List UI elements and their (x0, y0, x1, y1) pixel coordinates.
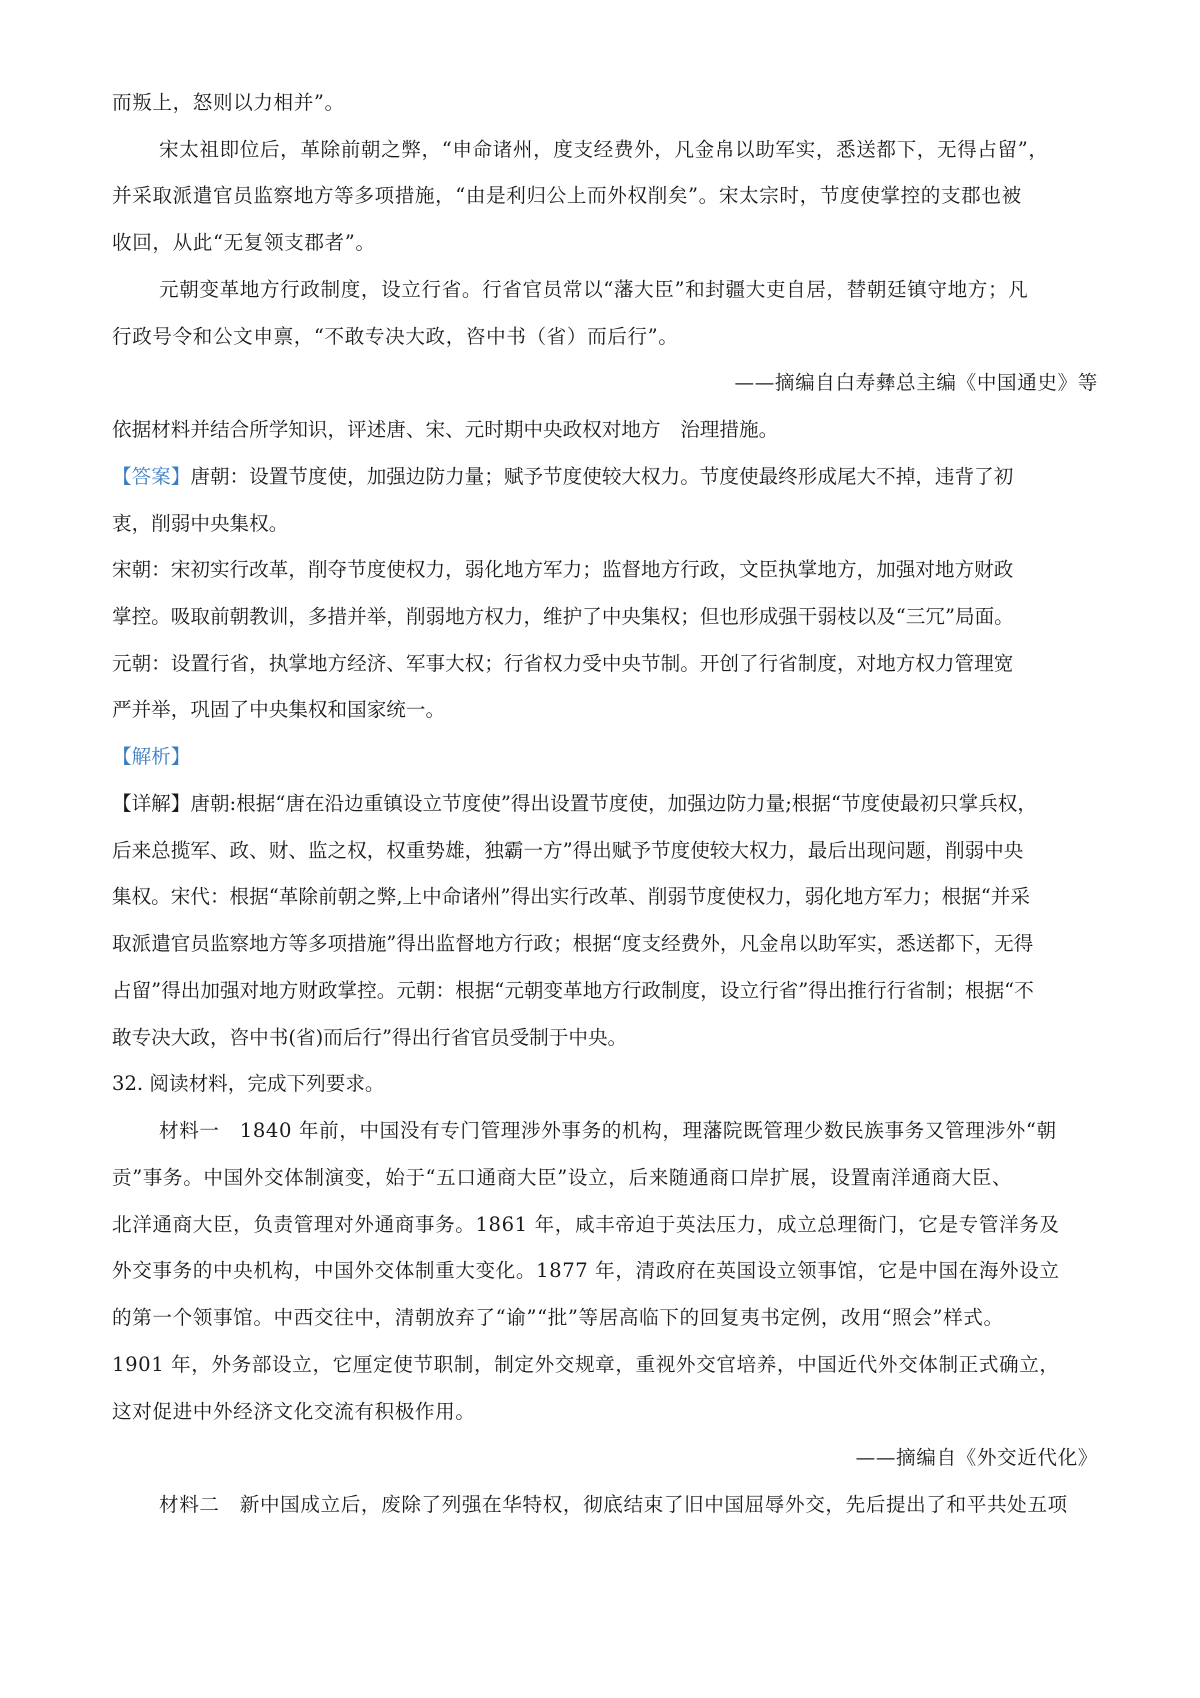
material-line: 这对促进中外经济文化交流有积极作用。 (112, 1400, 476, 1423)
material-line: 材料一 1840 年前，中国没有专门管理涉外事务的机构，理藩院既管理少数民族事务又管理涉外“朝 (159, 1119, 1057, 1142)
answer-label: 【答案】 (112, 465, 191, 488)
explanation-line: 敢专决大政，咨中书(省)而后行”得出行省官员受制于中央。 (112, 1026, 628, 1049)
material-line: 材料二 新中国成立后，废除了列强在华特权，彻底结束了旧中国屈辱外交，先后提出了和平共处五项 (159, 1493, 1068, 1516)
material-line: 的第一个领事馆。中西交往中，清朝放弃了“谕”“批”等居高临下的回复夷书定例，改用“照会”样式。 (112, 1306, 1004, 1329)
text-line: 行政号令和公文申禀，“不敢专决大政，咨中书（省）而后行”。 (112, 325, 679, 348)
question-text: 依据材料并结合所学知识，评述唐、宋、元时期中央政权对地方 治理措施。 (112, 418, 779, 441)
text-line: 并采取派遣官员监察地方等多项措施，“由是利归公上而外权削矣”。宋太宗时，节度使掌控的支郡也被 (112, 184, 1022, 207)
text-line: 元朝变革地方行政制度，设立行省。行省官员常以“藩大臣”和封疆大吏自居，替朝廷镇守地方；凡 (159, 278, 1029, 301)
answer-line: 衷，削弱中央集权。 (112, 512, 289, 535)
answer-line: 严并举，巩固了中央集权和国家统一。 (112, 698, 446, 721)
answer-line: 宋朝：宋初实行改革，削夺节度使权力，弱化地方军力；监督地方行政，文臣执掌地方，加强对地方财政 (112, 558, 1014, 581)
text-line: 收回，从此“无复领支郡者”。 (112, 231, 376, 254)
explanation-line: 取派遣官员监察地方等多项措施”得出监督地方行政；根据“度支经费外，凡金帛以助军实，悉送都下，无得 (112, 932, 1034, 955)
answer-line (112, 463, 1013, 491)
material-line: 贡”事务。中国外交体制演变，始于“五口通商大臣”设立，后来随通商口岸扩展，设置南洋通商大臣、 (112, 1166, 1013, 1189)
question-heading: 32. 阅读材料，完成下列要求。 (112, 1072, 385, 1095)
material-line: 1901 年，外务部设立，它厘定使节职制，制定外交规章，重视外交官培养，中国近代外交体制正式确立， (112, 1353, 1060, 1376)
answer-line: 掌控。吸取前朝教训，多措并举，削弱地方权力，维护了中央集权；但也形成强干弱枝以及“三冗”局面。 (112, 605, 1014, 628)
explanation-line: 【详解】唐朝:根据“唐在沿边重镇设立节度使”得出设置节度使，加强边防力量;根据“节度使最初只掌兵权， (112, 792, 1037, 815)
analysis-label: 【解析】 (112, 745, 191, 768)
material-line: 外交事务的中央机构，中国外交体制重大变化。1877 年，清政府在英国设立领事馆，它是中国在海外设立 (112, 1259, 1060, 1282)
explanation-line: 占留”得出加强对地方财政掌控。元朝：根据“元朝变革地方行政制度，设立行省”得出推行行省制；根据“不 (112, 979, 1034, 1002)
text-line: 宋太祖即位后，革除前朝之弊，“申命诸州，度支经费外，凡金帛以助军实，悉送都下，无得占留”， (159, 138, 1049, 161)
source-citation: ——摘编自《外交近代化》 (855, 1446, 1098, 1469)
explanation-line: 后来总揽军、政、财、监之权，权重势雄，独霸一方”得出赋予节度使较大权力，最后出现问题，削弱中央 (112, 839, 1024, 862)
answer-text: 唐朝：设置节度使，加强边防力量；赋予节度使较大权力。节度使最终形成尾大不掉，违背了初 (190, 465, 1014, 488)
answer-line: 元朝：设置行省，执掌地方经济、军事大权；行省权力受中央节制。开创了行省制度，对地方权力管理宽 (112, 652, 1014, 675)
source-citation: ——摘编自白寿彝总主编《中国通史》等 (734, 371, 1098, 394)
text-line: 而叛上，怒则以力相并”。 (112, 91, 345, 114)
material-line: 北洋通商大臣，负责管理对外通商事务。1861 年，咸丰帝迫于英法压力，成立总理衙门，它是专管洋务及 (112, 1213, 1060, 1236)
explanation-line: 集权。宋代：根据“革除前朝之弊,上中命诸州”得出实行改革、削弱节度使权力，弱化地方军力；根据“并采 (112, 885, 1030, 908)
